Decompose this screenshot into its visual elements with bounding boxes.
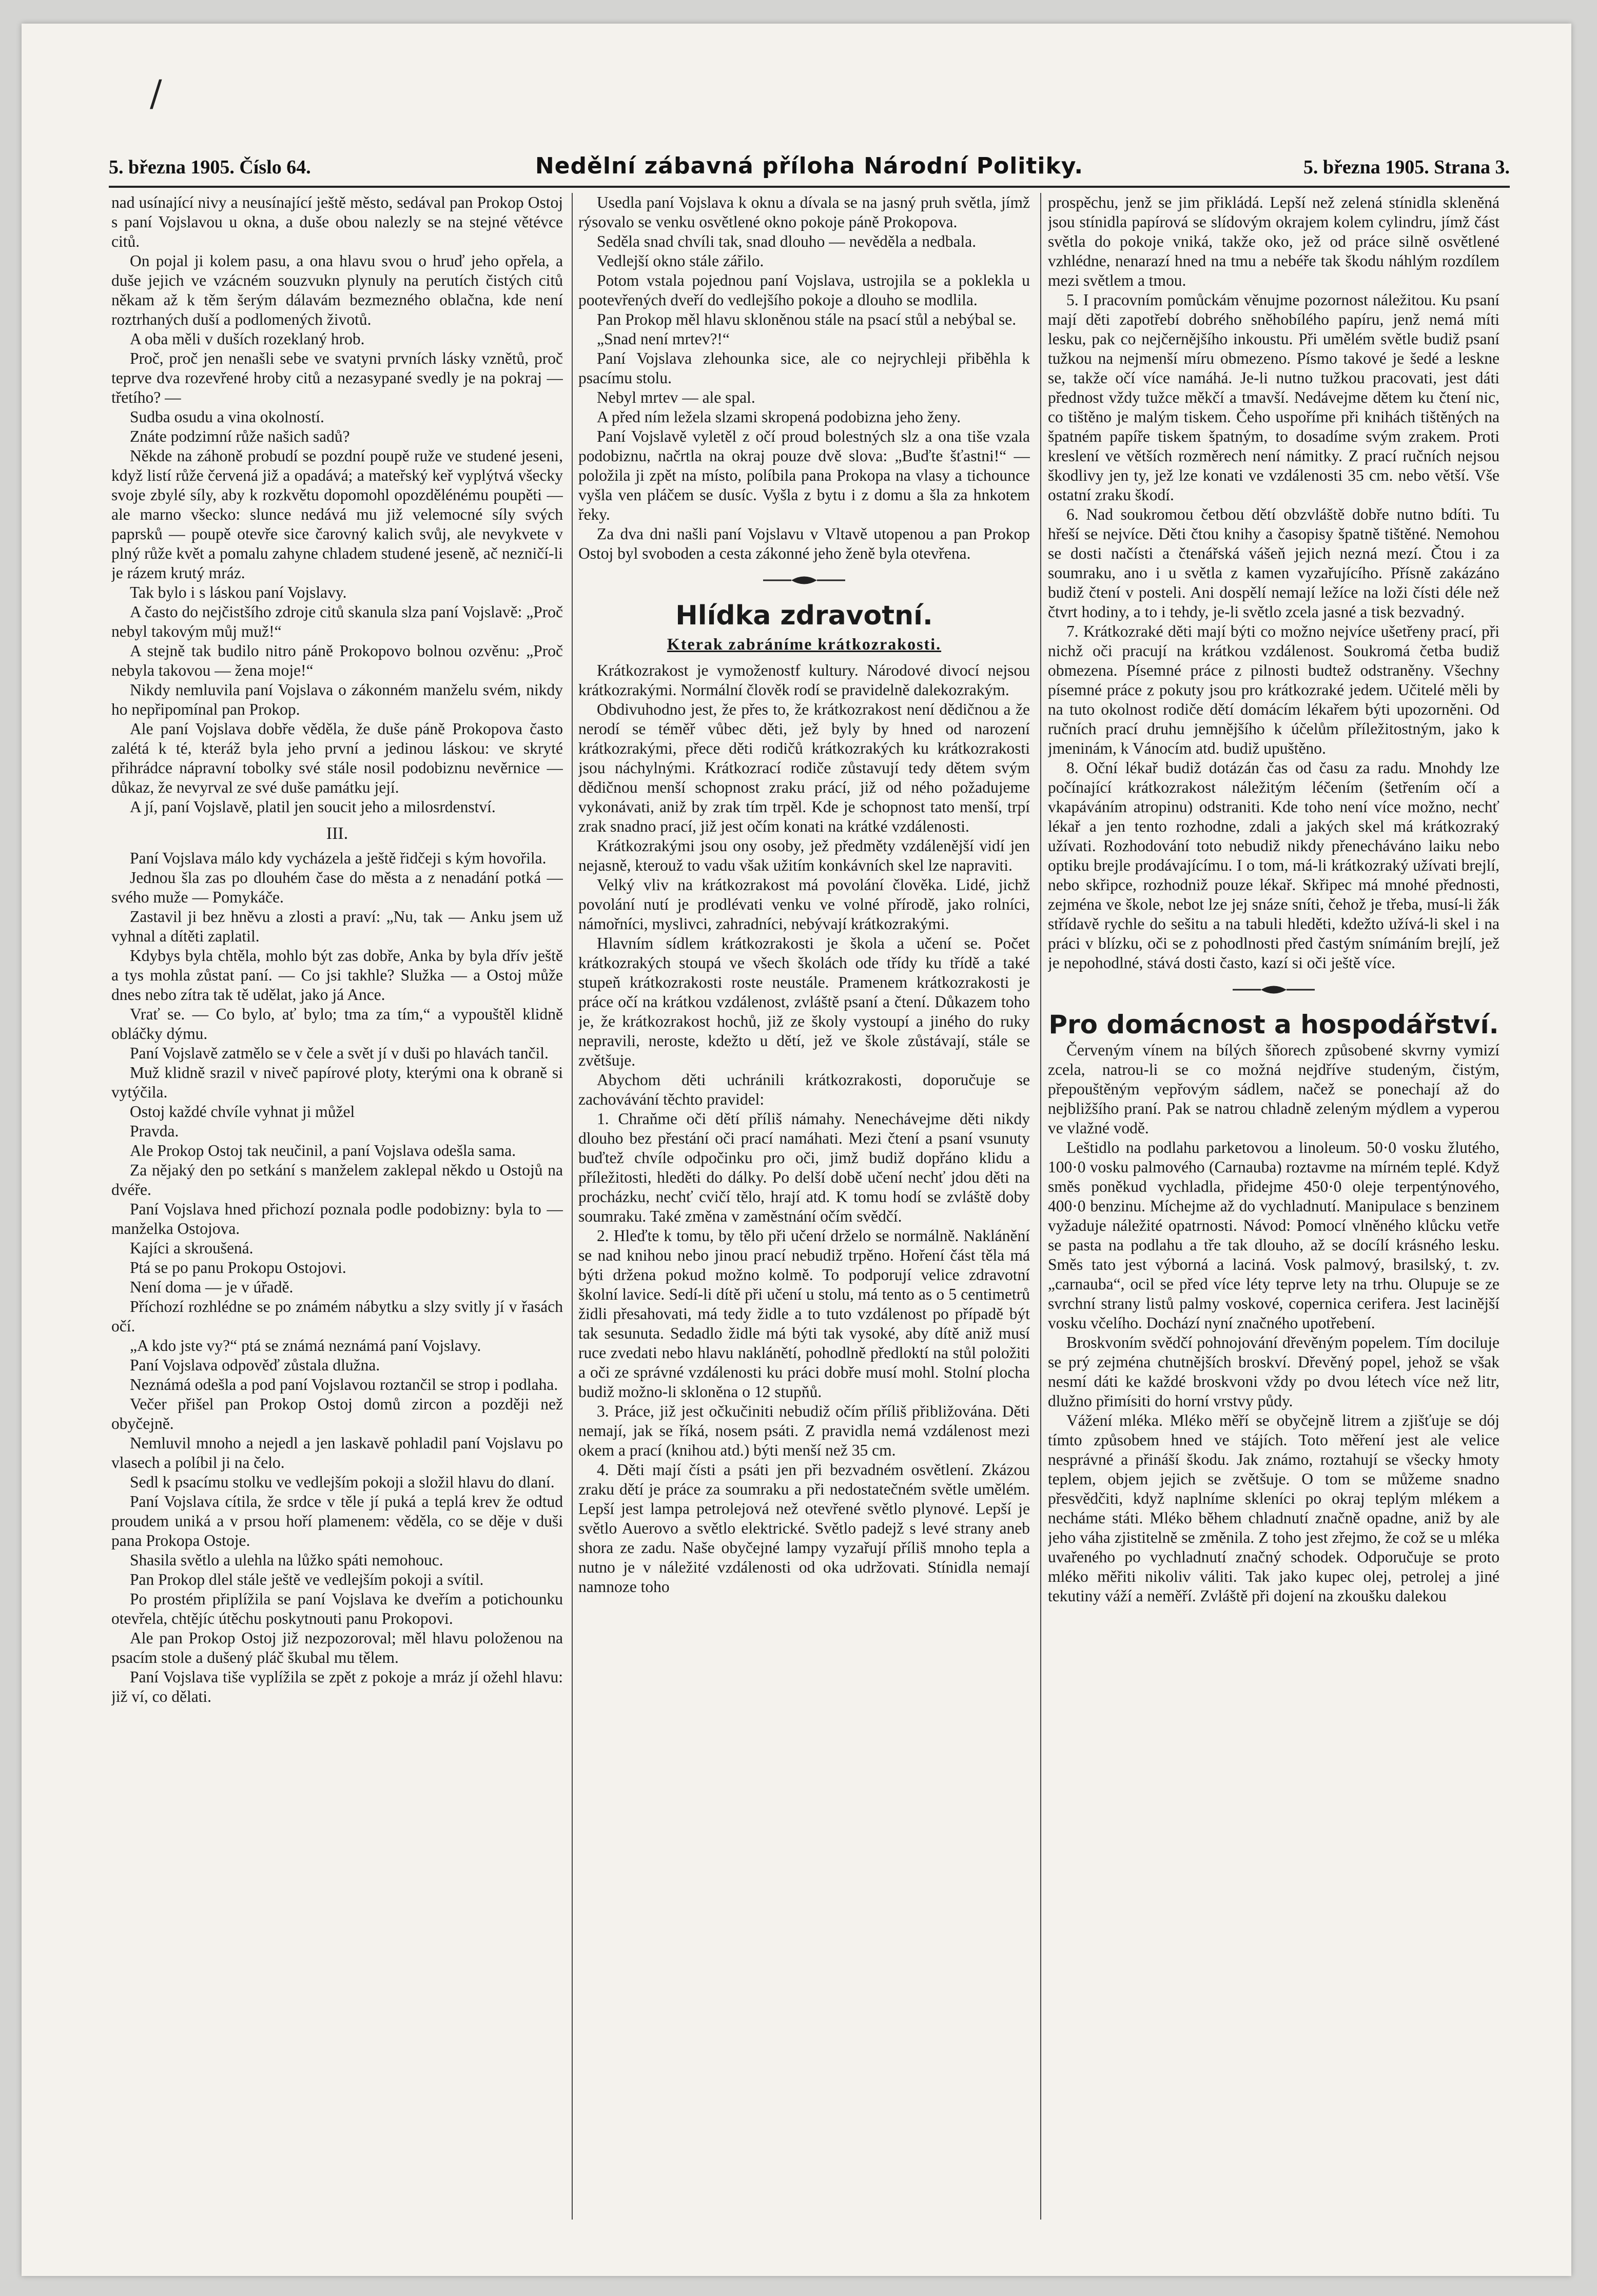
paragraph: Nemluvil mnoho a nejedl a jen laskavě pohladil paní Vojslavu po vlasech a políbil ji na čelo. (111, 1434, 563, 1471)
ornament-divider (578, 563, 1030, 599)
ornament-divider-icon (763, 573, 845, 588)
paragraph: Velký vliv na krátkozrakost má povolání člověka. Lidé, jichž povolání nutí je prodlévati venku ve volné přírodě, jako rolníci, námořníci, myslivci, zahradníci, nebývají krátkozrakými. (578, 876, 1030, 933)
paragraph: Potom vstala pojednou paní Vojslava, ustrojila se a poklekla u pootevřených dveří do vedlejšího pokoje a dlouho se modlila. (578, 271, 1030, 309)
paragraph: Leštidlo na podlahu parketovou a linoleum. 50·0 vosku žlutého, 100·0 vosku palmového (Carnauba) roztavme na mírném teplé. Když směs poněkud vychladla, přidejme 450·0 oleje terpentýnového, 400·0 benzinu. Míchejme až do vychladnutí. Manipulace s benzinem vyžaduje náležité opatrnosti. Návod: Pomocí vlněného klůcku vetře se pasta na podlahu a tře tak dlouho, až se docílí krásného lesku. Směs tato jest výborná a laciná. Vosk palmový, brasilský, t. zv. „carnauba“, ocil se před více léty teprve lety na trhu. Olupuje se ze svrchní strany listů palmy voskové, copernica cerifera. Jest lacinější vosku včelího. Dochází nyní značného upotřebení. (1048, 1139, 1499, 1332)
paragraph: Broskvoním svědčí pohnojování dřevěným popelem. Tím dociluje se prý zejména chutnějších broskví. Dřevěný popel, jehož se však nesmí dáti ke každé broskvoni vždy po dvou létech více než litr, dlužno přimísiti do horní vrstvy půdy. (1048, 1333, 1499, 1410)
paragraph: Paní Vojslava tiše vyplížila se zpět z pokoje a mráz jí ožehl hlavu: již ví, co dělati. (111, 1668, 563, 1705)
paragraph: „Snad není mrtev?!“ (597, 330, 730, 348)
section-heading: Hlídka zdravotní. (675, 600, 933, 631)
paragraph: Pravda. (130, 1122, 179, 1140)
paragraph: Nikdy nemluvila paní Vojslava o zákonném manželu svém, nikdy ho nepřipomínal pan Prokop. (111, 681, 563, 718)
paragraph: Usedla paní Vojslava k oknu a dívala se na jasný pruh světla, jímž rýsovalo se venku osvětlené okno pokoje páně Prokopova. (578, 193, 1030, 231)
paragraph: Abychom děti uchránili krátkozrakosti, doporučuje se zachovávání těchto pravidel: (578, 1071, 1030, 1108)
paragraph: Večer přišel pan Prokop Ostoj domů zircon a později než obyčejně. (111, 1395, 563, 1432)
paragraph: Kdybys byla chtěla, mohlo být zas dobře, Anka by byla dřív ještě a tys mohla zůstat paní. — Co jsi takhle? Služka — a Ostoj může dnes nebo zítra tak tě udělat, jako já Ance. (111, 947, 563, 1004)
paragraph: Pan Prokop měl hlavu skloněnou stále na psací stůl a nebýbal se. (597, 310, 1017, 328)
paragraph: Proč, proč jen nenašli sebe ve svatyni prvních lásky vznětů, proč teprve dva rozevřené hroby citů a nezasypané svedly je na pokraj — třetího? — (111, 349, 563, 406)
paragraph: Není doma — je v úřadě. (130, 1278, 294, 1296)
header-date-page: 5. března 1905. Strana 3. (1303, 156, 1510, 178)
paragraph: Po prostém připlížila se paní Vojslava ke dveřím a potichounku otevřela, chtějíc útěchu poskytnouti panu Prokopovi. (111, 1590, 563, 1627)
paragraph: Vedlejší okno stále zářilo. (597, 252, 764, 270)
paragraph: Jednou šla zas po dlouhém čase do města a z nenadání potká — svého muže — Pomykáče. (111, 869, 563, 906)
paragraph: Za nějaký den po setkání s manželem zaklepal někdo u Ostojů na dvéře. (111, 1161, 563, 1199)
paragraph: Paní Vojslava odpověď zůstala dlužna. (130, 1356, 380, 1374)
paragraph: A často do nejčistšího zdroje citů skanula slza paní Vojslavě: „Proč nebyl takovým můj muž!“ (111, 603, 563, 640)
paragraph: Vážení mléka. Mléko měří se obyčejně litrem a zjišťuje se dój tímto způsobem hned ve stájích. Toto měření jest ale velice nesprávné a přináší škodu. Jak známo, roztahují se všecky hmoty teplem, objem jejich se zvětšuje. O tom se můžeme snadno přesvědčiti, když naplníme skleníci po okraj teplým mlékem a necháme státi. Mléko během chladnutí značně opadne, aniž by ale jeho váha zjistitelně se změnila. Z toho jest zřejmo, že což se u mléka uvařeného po vychladnutí značný schodek. Odporučuje se proto mléko měřiti nikoliv váliti. Tak jako kupec olej, petrolej a jiné tekutiny váží a neměří. Zvláště při dojení na zkoušku dalekou (1048, 1411, 1499, 1605)
header-title: Nedělní zábavná příloha Národní Politiky. (535, 153, 1084, 179)
paragraph: 6. Nad soukromou četbou dětí obzvláště dobře nutno bdíti. Tu hřeší se nejvíce. Děti čtou knihy a časopisy špatně tištěné. Nemohou se dosti načísti a čtenářská vášeň jejich nezná mezí. Čtou i za soumraku, ano i u světla z kamen vyzařujícího. Přísně zakázáno budiž čtení v posteli. Ani dospělí nemají ležíce na loži čísti déle než čtvrt hodiny, a to i tehdy, je-li světlo zcela jasné a tisk bezvadný. (1048, 505, 1499, 621)
paragraph: Červeným vínem na bílých šňorech způsobené skvrny vymizí zcela, natrou-li se co možná nejdříve studeným, čistým, přepouštěným vepřovým sádlem, načež se ponechají až do nejbližšího praní. Pak se natrou chladně zeleným mýdlem a vyperou ve vlažné vodě. (1048, 1041, 1499, 1137)
paragraph: Ale paní Vojslava dobře věděla, že duše páně Prokopova často zalétá k té, kteráž byla jeho první a jedinou láskou: ve skryté přihrádce nápravní tobolky své stále nosil podobiznu nevěrnice — důkaz, že nevyrval ze své duše památku její. (111, 720, 563, 796)
paragraph: On pojal ji kolem pasu, a ona hlavu svou o hruď jeho opřela, a duše jejich ve vzácném souzvukn plynuly na perutích čistých citů někam až k těm šerým dálavám bezmezného oblačna, kde není roztrhaných duší a podlomených životů. (111, 252, 563, 328)
paragraph: A oba měli v duších rozeklaný hrob. (130, 330, 365, 348)
paragraph: Hlavním sídlem krátkozrakosti je škola a učení se. Počet krátkozrakých stoupá ve všech školách ode třídy ku třídě a také stupeň krátkozrakosti roste neustále. Pramenem krátkozrakosti je práce očí na krátkou vzdálenost, zvláště psaní a čtení. Důkazem toho je, že krátkozrakost hochů, již ze školy vystoupí a jiného do ruky nepravili, neroste, kdežto u dětí, jež ve škole zůstávají, stále se zvětšuje. (578, 934, 1030, 1069)
column-divider (1040, 193, 1041, 2220)
paragraph: Obdivuhodno jest, že přes to, že krátkozrakost není dědičnou a že nerodí se téměř vůbec děti, jež byly by hned od narození krátkozrakými, přece děti rodičů krátkozrakých ku krátkozrakosti jsou náchylnými. Krátkozrací rodiče zůstavují tedy dětem svým dědičnou menší schopnost zraku prácí, již od ného požadujeme vykonávati, aniž by zrak tím trpěl. Kde je schopnost tato menší, trpí zrak snadno prací, již jest očím konati na krátké vzdálenosti. (578, 700, 1030, 835)
paragraph: Tak bylo i s láskou paní Vojslavy. (130, 583, 347, 601)
paragraph: Za dva dni našli paní Vojslavu v Vltavě utopenou a pan Prokop Ostoj byl svoboden a cesta zákonné jeho ženě byla otevřena. (578, 525, 1030, 562)
paragraph: 3. Práce, již jest očkučiniti nebudiž očím příliš přibližována. Děti nemají, jak se říká, nosem psáti. Z pravidla nemá vzdálenost mezi okem a prací (knihou atd.) býti menší než 35 cm. (578, 1402, 1030, 1459)
paragraph: Krátkozrakými jsou ony osoby, jež předměty vzdálenější vidí jen nejasně, kterouž to vadu však užitím konkávních skel lze napraviti. (578, 837, 1030, 874)
paragraph: Krátkozrakost je vymoženostf kultury. Národové divocí nejsou krátkozrakými. Normální člověk rodí se pravidelně dalekozrakým. (578, 661, 1030, 699)
paragraph: Pan Prokop dlel stále ještě ve vedlejším pokoji a svítil. (130, 1571, 484, 1588)
paragraph: Sedl k psacímu stolku ve vedlejším pokoji a složil hlavu do dlaní. (130, 1473, 555, 1491)
paragraph: A stejně tak budilo nitro páně Prokopovo bolnou ozvěnu: „Proč nebyla takovou — žena moje!“ (111, 642, 563, 679)
paragraph: Příchozí rozhlédne se po známém nábytku a slzy svitly jí v řasách očí. (111, 1298, 563, 1335)
ornament-divider-icon (1233, 982, 1315, 997)
paragraph: Paní Vojslava málo kdy vycházela a ještě řidčeji s kým hovořila. (130, 849, 547, 867)
column-divider (572, 193, 573, 2220)
paragraph: 1. Chraňme oči dětí příliš námahy. Nenechávejme děti nikdy dlouho bez přestání oči prací namáhati. Mezi čtení a psaní vsunuty buďtež chvíle odpočinku pro oči, jimž budiž dopřáno klidu a příležitosti, hleděti do dálky. Po delší době učení nechť jdou děti na procházku, nechť cvičí tělo, hrají atd. K tomu hodí se zvláště doby soumraku. Také změna v zaměstnání očím svědčí. (578, 1110, 1030, 1225)
paragraph: Paní Vojslava hned přichozí poznala podle podobizny: byla to — manželka Ostojova. (111, 1200, 563, 1238)
paragraph: Někde na záhoně probudí se pozdní poupě ruže ve studené jeseni, když listí růže červená již a opadává; a mateřský keř vyplýtvá všecky svoje zbylé síly, aby k rozkvětu dopomohl opozdělénému poupěti — ale marno všecko: slunce nedává mu již velemocné síly svých paprsků — poupě otevře sice čarovný kalich svůj, ale nevykvete v plný růže květ a pomalu zahyne chladem studené jeseně, ač nezničí-li je rázem krutý mráz. (111, 447, 563, 582)
paragraph: Vrať se. — Co bylo, ať bylo; tma za tím,“ a vypouštěl klidně obláčky dýmu. (111, 1005, 563, 1043)
paragraph: Ale pan Prokop Ostoj již nezpozoroval; měl hlavu položenou na psacím stole a dušený pláč škubal mu tělem. (111, 1629, 563, 1666)
paragraph: „A kdo jste vy?“ ptá se známá neznámá paní Vojslavy. (130, 1337, 481, 1355)
paragraph: Kajíci a skroušená. (130, 1239, 254, 1257)
paragraph: Ptá se po panu Prokopu Ostojovi. (130, 1259, 346, 1277)
pencil-mark: / (150, 72, 162, 114)
paragraph: Paní Vojslava cítila, že srdce v těle jí puká a teplá krev že odtud proudem uniká a v prsou hoří plamenem: věděla, co se děje v duši pana Prokopa Ostoje. (111, 1493, 563, 1549)
section-heading: Pro domácnost a hospodářství. (1048, 1010, 1499, 1039)
header-rule (109, 186, 1510, 188)
column-1 (111, 193, 563, 2225)
paragraph: Seděla snad chvíli tak, snad dlouho — nevěděla a nedbala. (597, 232, 977, 250)
column-3 (1048, 193, 1499, 2225)
paragraph: Sudba osudu a vina okolností. (130, 408, 324, 426)
paragraph: prospěchu, jenž se jim přikládá. Lepší než zelená stínidla skleněná jsou stínidla papírová se slídovým okrajem kolem cylindru, jímž část světla do pokoje vniká, takže oko, jež od práce silně osvětlené vzhlédne, nenarazí hned na tmu a nebéře tak škodu náhlým rozdílem mezi světlem a tmou. (1048, 193, 1499, 289)
paragraph: Ostoj každé chvíle vyhnat ji můžel (130, 1103, 355, 1121)
section-heading: III. (326, 824, 348, 843)
newspaper-page (22, 24, 1571, 2276)
paragraph: A jí, paní Vojslavě, platil jen soucit jeho a milosrdenství. (130, 798, 496, 816)
paragraph: Ale Prokop Ostoj tak neučinil, a paní Vojslava odešla sama. (130, 1142, 516, 1160)
paragraph: Paní Vojslava zlehounka sice, ale co nejrychleji přiběhla k psacímu stolu. (578, 349, 1030, 387)
paragraph: Zastavil ji bez hněvu a zlosti a praví: „Nu, tak — Anku jsem už vyhnal a dítěti zaplatil. (111, 908, 563, 945)
paragraph: A před ním ležela slzami skropená podobizna jeho ženy. (597, 408, 961, 426)
paragraph: 7. Krátkozraké děti mají býti co možno nejvíce ušetřeny prací, při nichž oči pracují na krátkou vzdálenost. Soukromá četba budiž obmezena. Písemné práce z pilnosti budtež odstraněny. Všechny písemné práce z pokuty jsou pro krátkozraké jedem. Učitelé měli by na tuto okolnost rodiče dětí domácím lékařem býti upozorněni. Od ručních prací druhu jemnějšího k účelům příležitostným, jako k jmeninám, k Vánocím atd. budiž upuštěno. (1048, 622, 1499, 757)
page-header (109, 153, 1510, 187)
paragraph: 2. Hleďte k tomu, by tělo při učení drželo se normálně. Naklánění se nad knihou nebo jinou prací nebudiž trpěno. Hoření část těla má býti držena pokud možno kolmě. To podporují velice zdravotní školní lavice. Sedí-li dítě při učení u stolu, má tento as o 5 centimetrů židli přesahovati, má tedy židle a to tuto vzdálenost po případě být tak sesunuta. Sedadlo židle má býti tak vysoké, aby dítě aniž musí ruce zvedati nebo hlavu naklánětí, pohodlně předloktí na stůl položiti a oči ze správné vzdálenosti ku práci dobře musí mohl. Stolní plocha budiž možno-li skloněna o 12 stupňů. (578, 1227, 1030, 1401)
paragraph: 5. I pracovním pomůckám věnujme pozornost náležitou. Ku psaní mají děti zapotřebí dobrého sněhobílého papíru, jenž nemá míti lesku, pak co nejčernějšího inkoustu. Při umělém světle budiž psaní tužkou na nejmenší míru obmezeno. Písmo takové je šedé a leskne se, takže očí více namáhá. Je-li nutno tužkou pracovati, jest dáti přednost vždy tužce měkčí a tmavší. Nedávejme dětem ku čtení nic, co tištěno je malým tiskem. Čeho uspoříme při knihách tištěných na špatném papíře tiskem špatným, to dosadíme svým zrakem. Proti kreslení ve větších rozměrech není námitky. Z prací ručních nejsou škodlivy jen ty, jež lze konati ve vzdálenosti 35 cm. nebo větší. Vše ostatní zraku škodí. (1048, 291, 1499, 504)
paragraph: Shasila světlo a ulehla na lůžko spáti nemohouc. (130, 1551, 443, 1569)
column-2 (578, 193, 1030, 2225)
article-title: Kterak zabráníme krátkozrakosti. (667, 635, 942, 653)
paragraph: nad usínající nivy a neusínající ještě město, sedával pan Prokop Ostoj s paní Vojslavou u okna, a duše obou nalezly se na stejné větévce citů. (111, 193, 563, 250)
paragraph: 8. Oční lékař budiž dotázán čas od času za radu. Mnohdy lze počínající krátkozrakost náležitým léčením (šetřením očí a vkapáváním atropinu) odstraniti. Kde toho není více možno, nechť lékař a jen tento rozhodne, zdali a jakých skel má krátkozraký užívati. Rozhodování toto nebudiž nikdy přenecháváno laiku nebo optiku brejle prodávajícímu. I o tom, má-li krátkozraký užívati brejlí, nebo skřipce, rozhodniž pouze lékař. Skřipec má mnohé přednosti, zejména ve škole, nebot lze jej snáze sníti, čehož je třeba, musí-li žák střídavě rychle do sešitu a na tabuli hleděti, kdežto užívá-li skel i na práci v blízku, oči se z pohodlnosti před častým snímáním brejlí, jež je nepohodlné, stává dosti často, kazí si oči ještě více. (1048, 759, 1499, 972)
paragraph: Paní Vojslavě vyletěl z očí proud bolestných slz a ona tiše vzala podobiznu, načrtla na okraj pouze dvě slova: „Buďte šťastni!“ — položila ji zpět na místo, políbila pana Prokopa na vlasy a tichounce vyšla ven pláčem se dusíc. Vyšla z bytu i z domu a šla za hnkotem řeky. (578, 427, 1030, 523)
paragraph: Neznámá odešla a pod paní Vojslavou roztančil se strop i podlaha. (130, 1376, 558, 1394)
paragraph: Paní Vojslavě zatmělo se v čele a svět jí v duši po hlavách tančil. (130, 1044, 549, 1062)
paragraph: Znáte podzimní růže našich sadů? (130, 427, 350, 445)
paragraph: Muž klidně srazil v niveč papírové ploty, kterými ona k obraně si vytýčila. (111, 1064, 563, 1101)
ornament-divider (1048, 973, 1499, 1009)
paragraph: 4. Děti mají čísti a psáti jen při bezvadném osvětlení. Zkázou zraku dětí je práce za soumraku a při nedostatečném světle umělém. Lepší jest lampa petrolejová než otevřené světlo plynové. Lepší je světlo Auerovo a světlo elektrické. Světlo padejž s levé strany aneb shora ze zadu. Naše obyčejné lampy vyzařují příliš mnoho tepla a nutno je v náležité vzdálenosti od oka udržovati. Stínidla nemají namnoze toho (578, 1461, 1030, 1596)
header-date-issue: 5. března 1905. Číslo 64. (109, 156, 311, 178)
paragraph: Nebyl mrtev — ale spal. (597, 388, 755, 406)
